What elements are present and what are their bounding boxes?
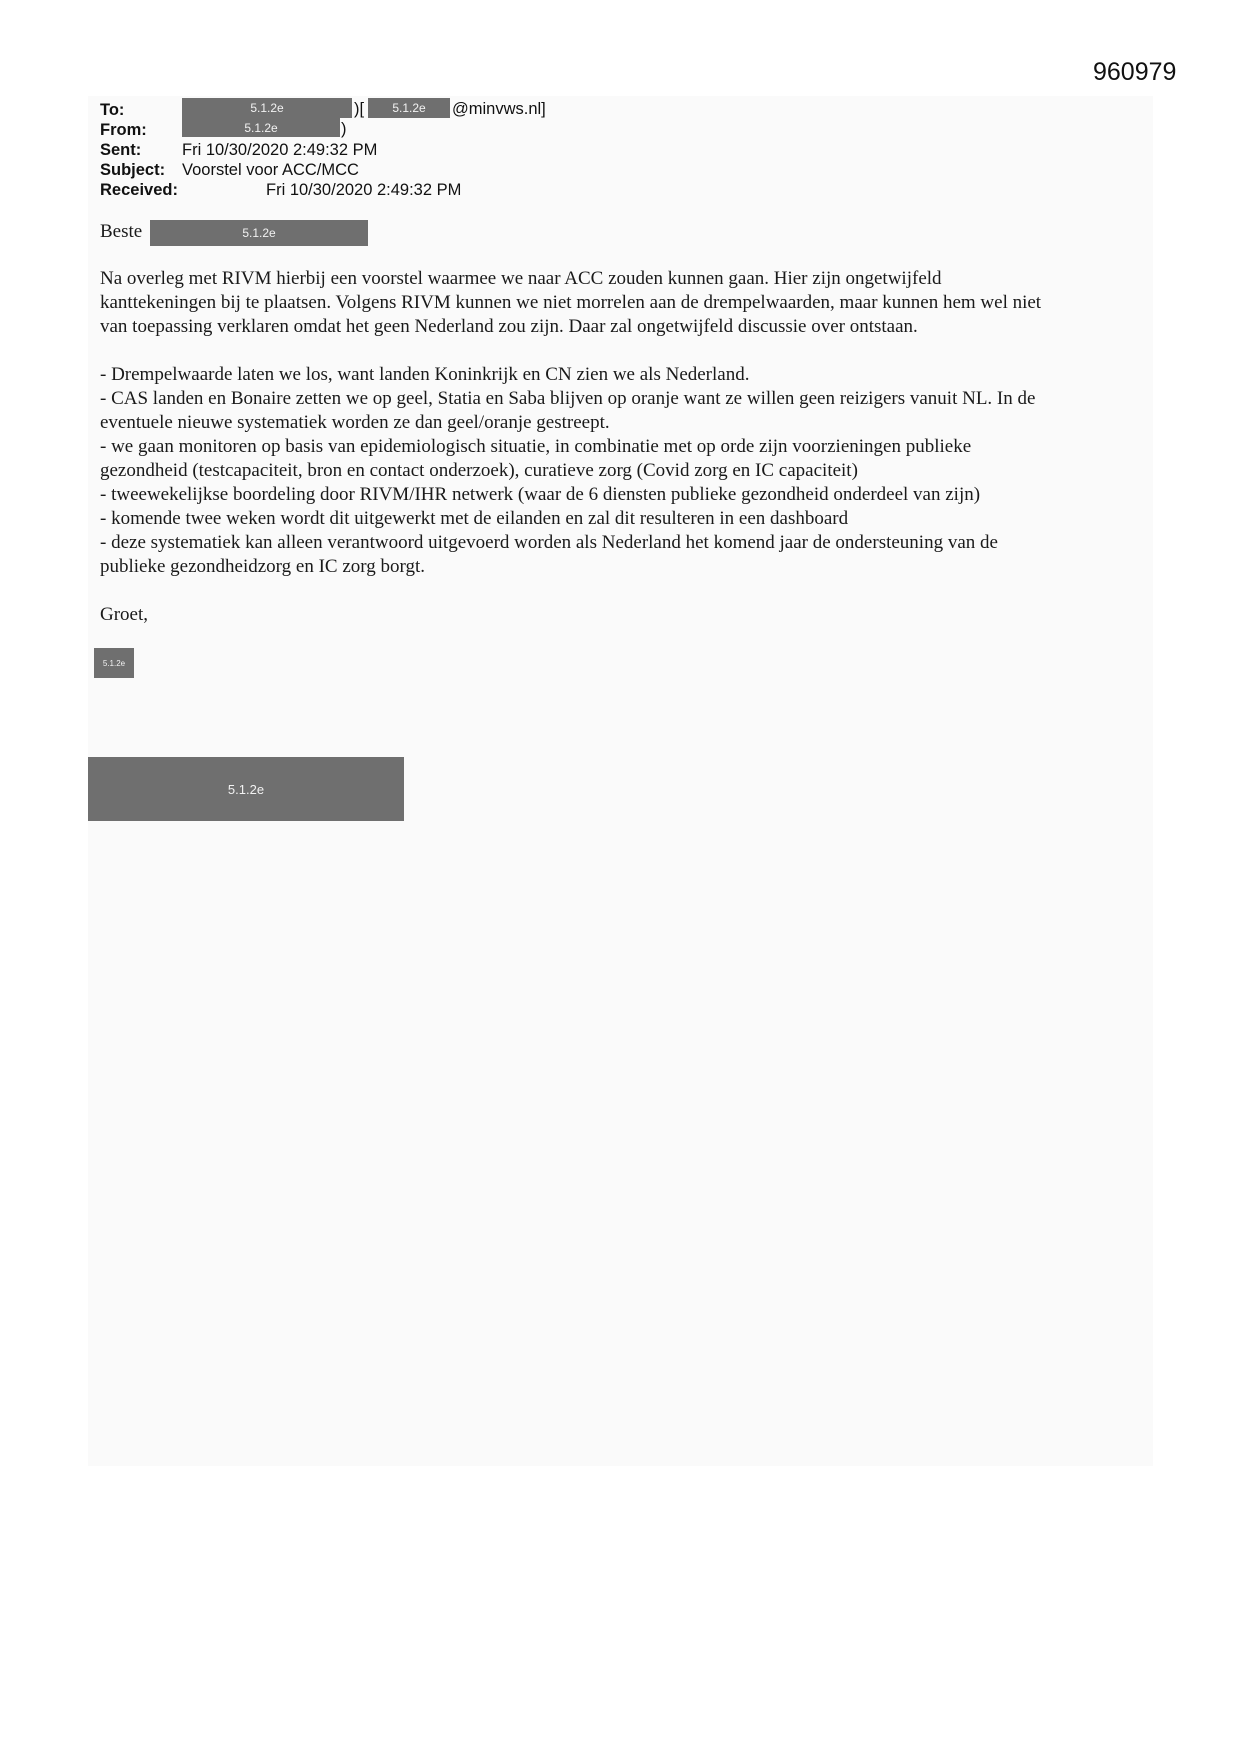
email-body [100, 267, 1150, 627]
bullet-item: - komende twee weken wordt dit uitgewerkt met de eilanden en zal dit resulteren in een dashboard [100, 508, 849, 529]
subject-label: Subject: [100, 161, 166, 179]
sent-label: Sent: [100, 141, 142, 159]
to-label: To: [100, 101, 125, 119]
body-paragraph: Na overleg met RIVM hierbij een voorstel waarmee we naar ACC zouden kunnen gaan. Hier zijn ongetwijfeld kanttekeningen bij te plaatsen. Volgens RIVM kunnen we niet morrelen aan de drempelwaarden, maar kunnen hem wel niet van toepassing verklaren omdat het geen Nederland zou zijn. Daar zal ongetwijfeld discussie over ontstaan. [100, 268, 1042, 337]
greeting: Beste [100, 221, 143, 242]
to-name-redaction: 5.1.2e [182, 98, 352, 118]
bullet-item: - tweewekelijkse boordeling door RIVM/IHR netwerk (waar de 6 diensten publieke gezondheid onderdeel van zijn) [100, 484, 981, 505]
to-bracket: )[ [354, 100, 365, 118]
bullet-item: - we gaan monitoren op basis van epidemiologisch situatie, in combinatie met op orde zijn voorzieningen publieke gezondheid (testcapaciteit, bron en contact onderzoek), curatieve zorg (Covid zorg en IC capaciteit) [100, 436, 972, 481]
signature-redaction-large: 5.1.2e [88, 757, 404, 821]
subject-value: Voorstel voor ACC/MCC [182, 161, 359, 179]
recipient-name-redaction: 5.1.2e [150, 220, 368, 246]
from-name-redaction: 5.1.2e [182, 118, 340, 137]
received-label: Received: [100, 181, 178, 199]
from-paren: ) [341, 120, 347, 138]
bullet-item: - CAS landen en Bonaire zetten we op geel, Statia en Saba blijven op oranje want ze willen geen reizigers vanuit NL. In de eventuele nieuwe systematiek worden ze dan geel/oranje gestreept. [100, 388, 1036, 433]
bullet-list [100, 363, 1150, 579]
from-label: From: [100, 121, 147, 139]
sent-value: Fri 10/30/2020 2:49:32 PM [182, 141, 378, 159]
bullet-item: - deze systematiek kan alleen verantwoord uitgevoerd worden als Nederland het komend jaar de ondersteuning van de publieke gezondheidzorg en IC zorg borgt. [100, 532, 998, 577]
bullet-item: - Drempelwaarde laten we los, want landen Koninkrijk en CN zien we als Nederland. [100, 364, 750, 385]
closing: Groet, [100, 604, 149, 625]
document-id: 960979 [1093, 58, 1177, 86]
received-value: Fri 10/30/2020 2:49:32 PM [266, 181, 462, 199]
signature-redaction-small: 5.1.2e [94, 648, 134, 678]
to-email-domain: @minvws.nl] [452, 100, 546, 118]
to-email-redaction: 5.1.2e [368, 98, 450, 118]
